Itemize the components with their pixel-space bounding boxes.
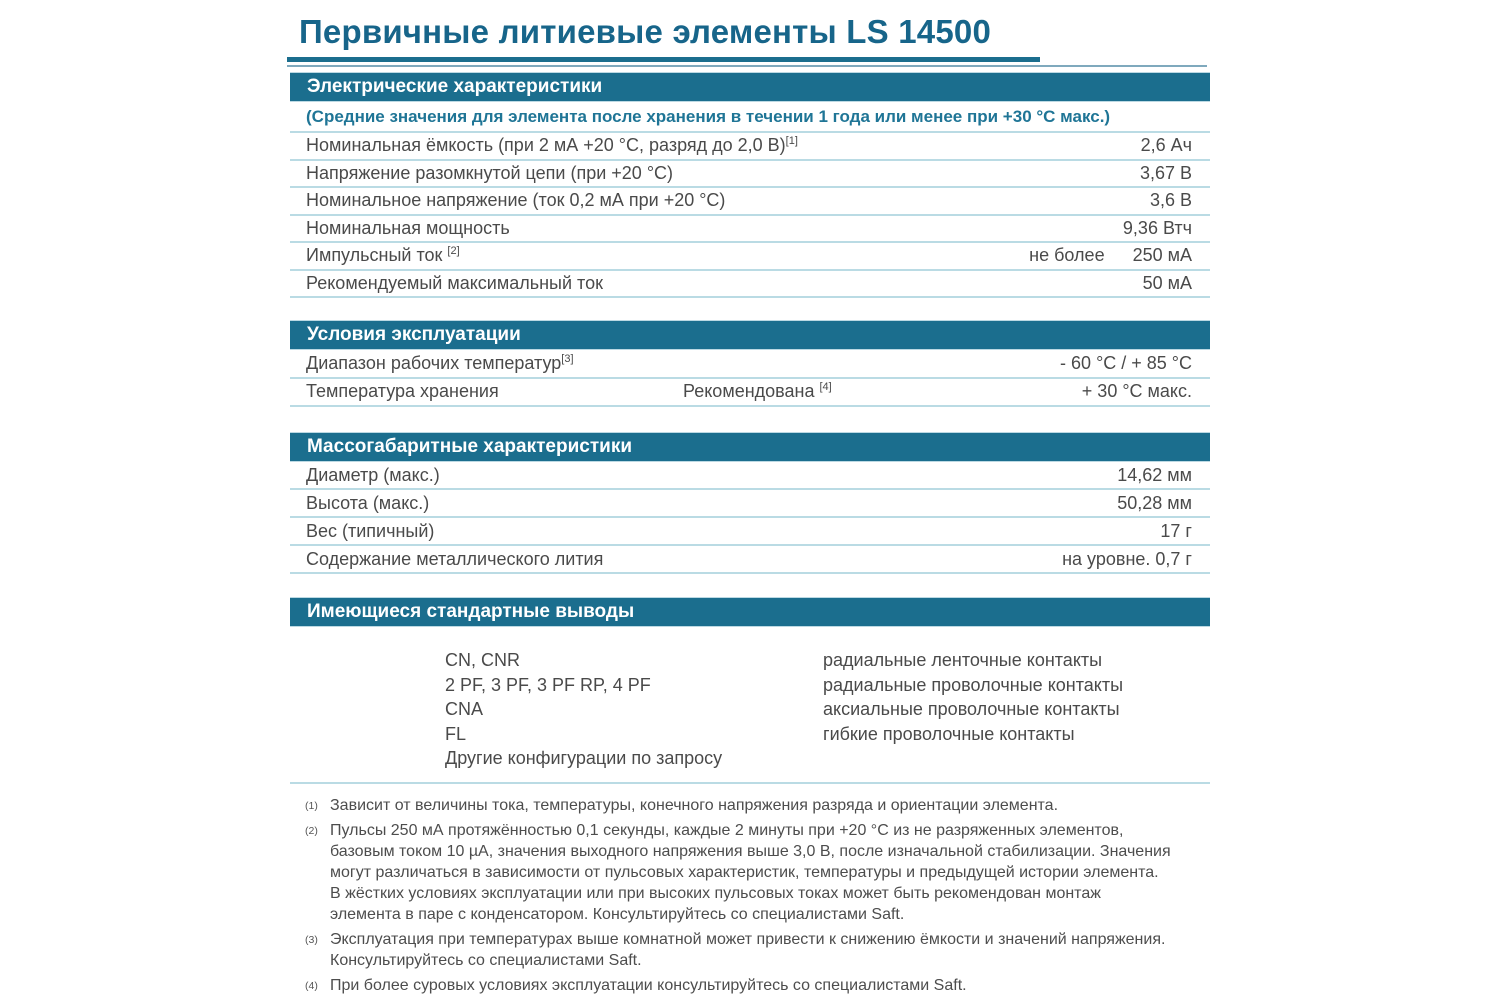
spec-label: Диапазон рабочих температур [306, 352, 562, 373]
title-underline-thin [287, 65, 1207, 67]
spec-value: на уровне. 0,7 г [1062, 548, 1192, 569]
spec-label: Импульсный ток [306, 245, 448, 266]
termination-row-fl [290, 722, 1210, 747]
spec-label-wrap [306, 273, 1143, 294]
spec-label-wrap [306, 135, 1141, 156]
section-header-terminations: Имеющиеся стандартные выводы [290, 597, 1210, 627]
section-terminations [290, 597, 1210, 771]
footnote-4 [305, 975, 1173, 996]
spec-value: 14,62 мм [1117, 464, 1192, 485]
termination-code: CN, CNR [445, 650, 520, 670]
spec-value: 50 мА [1142, 272, 1192, 293]
spec-qualifier: не более [1029, 245, 1105, 266]
footnote-ref-4: [4] [819, 381, 832, 394]
termination-row-cn-cnr [290, 648, 1210, 673]
spec-label-wrap [306, 493, 1117, 514]
footnote-ref-3: [3] [561, 352, 574, 365]
termination-description: гибкие проволочные контакты [823, 723, 1075, 744]
footnote-1 [305, 795, 1173, 816]
footnote-marker: (1) [305, 800, 318, 812]
section-operating [290, 320, 1210, 407]
spec-value: - 60 °C / + 85 °C [1060, 352, 1192, 373]
spec-row-pulse-current [290, 243, 1210, 271]
electrical-subtitle: (Средние значения для элемента после хранения в течении 1 года или менее при +30 °C макс.) [290, 102, 1210, 133]
spec-row-max-recommended-current [290, 271, 1210, 299]
termination-code: FL [445, 723, 467, 744]
footnote-ref-1: [1] [785, 135, 798, 148]
spec-row-storage-temp [290, 379, 1210, 408]
spec-label-wrap [306, 218, 1123, 239]
footnote-ref-2: [2] [447, 245, 460, 258]
footnote-text: Эксплуатация при температурах выше комнатной может привести к снижению ёмкости и значений напряжения. Консультируйтесь со специалистами Saft. [330, 931, 1166, 969]
terminations-list [290, 648, 1210, 771]
termination-code: 2 PF, 3 PF, 3 PF RP, 4 PF [445, 674, 651, 695]
spec-qualifier-wrap [683, 381, 832, 402]
termination-row-other [290, 746, 1210, 771]
spec-row-nominal-capacity [290, 133, 1210, 161]
spec-row-nominal-energy [290, 216, 1210, 244]
termination-row-pf [290, 673, 1210, 698]
spec-label: Высота (макс.) [306, 492, 430, 513]
spec-row-weight [290, 518, 1210, 546]
spec-row-operating-temp-range [290, 350, 1210, 379]
spec-label-wrap [306, 163, 1140, 184]
spec-value: 2,6 Ач [1140, 135, 1192, 156]
spec-label-wrap [306, 549, 1062, 570]
spec-value: + 30 °C макс. [1081, 381, 1192, 402]
termination-row-cna [290, 697, 1210, 722]
footnote-marker: (3) [305, 934, 318, 946]
section-header-dimensions: Массогабаритные характеристики [290, 432, 1210, 462]
spec-label: Номинальное напряжение (ток 0,2 мА при +20 °C) [306, 190, 726, 211]
termination-description: аксиальные проволочные контакты [823, 699, 1120, 719]
spec-value: 50,28 мм [1117, 492, 1192, 513]
title-underline-thick [287, 57, 1040, 62]
spec-value: 17 г [1160, 520, 1192, 541]
spec-row-open-circuit-voltage [290, 161, 1210, 189]
spec-label: Температура хранения [306, 381, 499, 402]
footnote-2 [305, 820, 1173, 925]
termination-code: Другие конфигурации по запросу [445, 748, 723, 768]
spec-value: 3,6 В [1149, 190, 1192, 211]
spec-label: Диаметр (макс.) [306, 464, 440, 485]
section-end-divider [290, 782, 1210, 784]
section-header-operating: Условия эксплуатации [290, 320, 1210, 350]
footnote-text: Зависит от величины тока, температуры, конечного напряжения разряда и ориентации элемента. [330, 797, 1059, 814]
footnote-marker: (4) [305, 980, 318, 992]
page-title: Первичные литиевые элементы LS 14500 [299, 13, 991, 50]
spec-label-wrap [306, 465, 1117, 486]
spec-value: 3,67 В [1139, 162, 1192, 183]
spec-label-wrap [306, 521, 1160, 542]
spec-label-wrap [306, 190, 1150, 211]
spec-row-height [290, 490, 1210, 518]
termination-description: радиальные проволочные контакты [823, 674, 1124, 695]
footnote-text: Пульсы 250 мА протяжённостью 0,1 секунды, каждые 2 минуты при +20 °C из не разряженных элементов, базовым током 10 µА, значения выходного напряжения выше 3,0 В, после изначальной стабилизации. Значения могут различаться в зависимости от пульсовых характеристик, температуры и предыдущей истории элемента. В жёстких условиях эксплуатации или при высоких пульсовых токах может быть рекомендован монтаж элемента в паре с конденсатором. Консультируйтесь со специалистами Saft. [330, 822, 1171, 923]
spec-label-wrap [306, 245, 1029, 266]
spec-label: Рекомендуемый максимальный ток [306, 272, 603, 293]
spec-qualifier: Рекомендована [683, 381, 820, 402]
footnote-marker: (2) [305, 825, 318, 837]
spec-label: Напряжение разомкнутой цепи (при +20 °C) [306, 162, 674, 183]
spec-label: Номинальная мощность [306, 217, 510, 238]
termination-description: радиальные ленточные контакты [823, 650, 1103, 670]
section-electrical [290, 72, 1210, 298]
spec-label: Вес (типичный) [306, 520, 435, 541]
footnote-3 [305, 929, 1173, 971]
spec-row-lithium-content [290, 546, 1210, 574]
footnotes [305, 795, 1173, 1000]
spec-label-wrap [306, 353, 1060, 374]
footnote-text: При более суровых условиях эксплуатации консультируйтесь со специалистами Saft. [330, 977, 967, 994]
section-dimensions [290, 432, 1210, 574]
section-header-electrical: Электрические характеристики [290, 72, 1210, 102]
spec-label: Содержание металлического лития [306, 548, 604, 569]
spec-row-diameter [290, 462, 1210, 490]
spec-label: Номинальная ёмкость (при 2 мА +20 °C, разряд до 2,0 В) [306, 135, 786, 156]
spec-value: 250 мА [1132, 245, 1192, 266]
termination-code: CNA [445, 699, 484, 719]
spec-value: 9,36 Втч [1122, 217, 1192, 238]
spec-row-nominal-voltage [290, 188, 1210, 216]
